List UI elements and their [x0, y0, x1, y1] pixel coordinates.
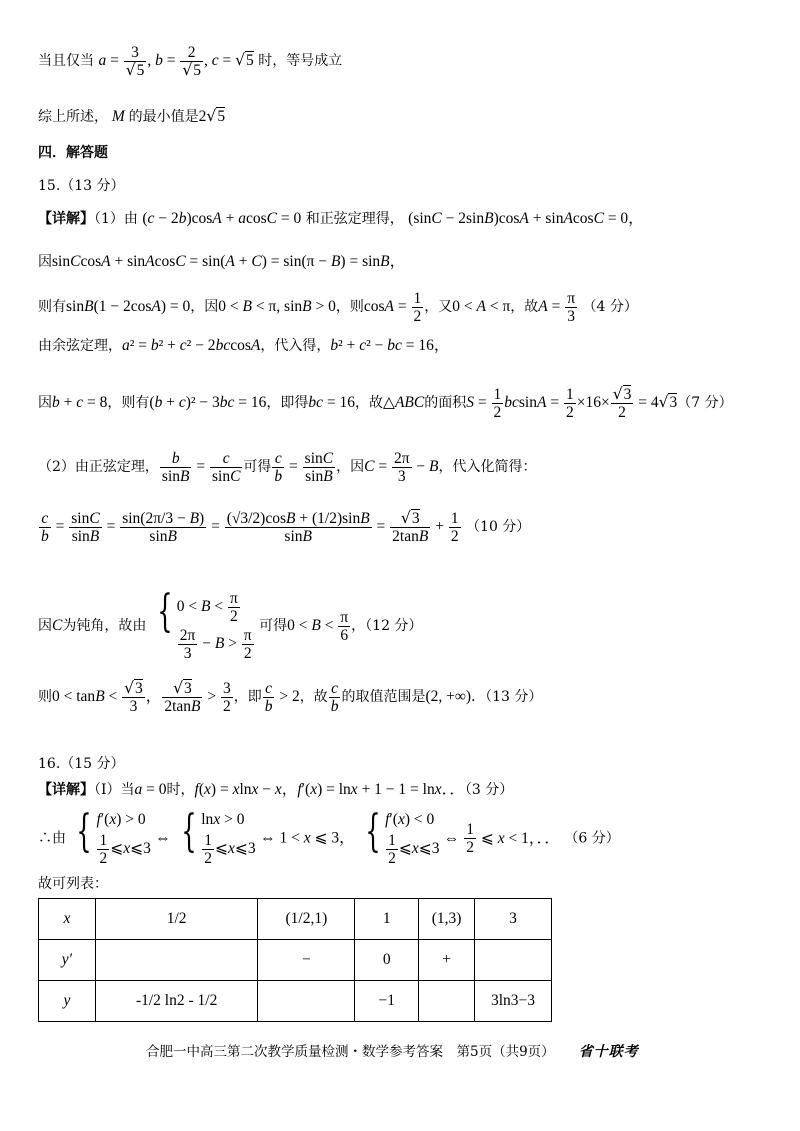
- table-cell: 3: [475, 899, 552, 940]
- table-intro: 故可列表：: [38, 876, 108, 892]
- monotonicity-table: [38, 898, 552, 1022]
- q15-part2-line-4: 则0 < tanB < $\frac{√3}{3}$ ， $\frac{√3}{2\tan B}$ > $\frac{3}{2}$ ，即 $\frac{c}{b}$ > 2，故 $\frac{c}{b}$ 的取值范围是(2, +∞)．（13 分）: [38, 679, 543, 715]
- section-heading: 四．解答题: [38, 145, 108, 161]
- q15-detail-line-2: 因sinCcosA + sinAcosC = sin(A + C) = sin(π − B) = sinB，: [38, 253, 406, 270]
- q16-detail-line-2: ∴由 { f′(x) > 0 $\frac{1}{2}$ ⩽x⩽3 ⇔ { lnx > 0 $\frac{1}{2}$ ⩽x⩽3 ⇔ 1 < x ⩽ 3， { f′(x) < 0 $\frac{1}{2}$ ⩽x⩽3 ⇔ $\frac{1}{2}$ ⩽ x < 1，．． （6 分）: [38, 806, 620, 867]
- table-cell: 1/2: [95, 899, 258, 940]
- q15-part2-line-2: $\frac{c}{b}$ = $\frac{\sin C}{\sin B}$ = $\frac{\sin(2\pi/3 - B)}{\sin B}$ = $\frac{(√3/2)\cos B + (1/2)\sin B}{\sin B}$ = $\frac{√3}{2\tan B}$ + $\frac{1}{2}$ （10 分）: [41, 509, 531, 545]
- table-cell: -1/2 ln2 - 1/2: [95, 981, 258, 1022]
- q15-part2-line-3: 因C为钝角，故由 { 0 < B < $\frac{\pi}{2}$ $\frac{2\pi}{3}$ − B > $\frac{\pi}{2}$ 可得0 < B < $\frac{\pi}{6}$ ，（12 分）: [38, 586, 423, 662]
- table-cell: y: [39, 981, 96, 1022]
- table-row: [39, 981, 552, 1022]
- table-cell: +: [419, 940, 475, 981]
- table-cell: [419, 981, 475, 1022]
- table-cell: [258, 981, 355, 1022]
- question-15-heading: 15.（13 分）: [38, 178, 125, 194]
- table-cell: −1: [355, 981, 419, 1022]
- table-cell: [95, 940, 258, 981]
- q15-detail-line-4: 由余弦定理，a² = b² + c² − 2bccosA，代入得，b² + c² − bc = 16，: [38, 337, 450, 354]
- q15-part2-line-1: （2）由正弦定理， $\frac{b}{\sin B}$ = $\frac{c}{\sin C}$ 可得 $\frac{c}{b}$ = $\frac{\sin C}{\sin B}$ ，因C = $\frac{2\pi}{3}$ − B，代入化简得：: [38, 450, 537, 485]
- q16-detail-line-1: 【详解】（Ⅰ）当a = 0时，f(x) = xlnx − x，f′(x) = lnx + 1 − 1 = lnx．．（3 分）: [38, 781, 514, 798]
- table-cell: 0: [355, 940, 419, 981]
- seal-logo: 省十联考: [578, 1044, 639, 1060]
- table-cell: [475, 940, 552, 981]
- q15-detail-line-1: 【详解】（1）由 (c − 2b)cosA + acosC = 0 和正弦定理得， (sinC − 2sinB)cosA + sinAcosC = 0，: [38, 210, 644, 227]
- question-16-heading: 16.（15 分）: [38, 756, 125, 772]
- table-cell: 1: [355, 899, 419, 940]
- table-cell: −: [258, 940, 355, 981]
- q15-detail-line-3: 则有sinB(1 − 2cosA) = 0，因0 < B < π, sinB > 0，则cosA = $\frac{1}{2}$ ，又0 < A < π，故A = $\frac{\pi}{3}$ （4 分）: [38, 290, 638, 325]
- conclusion-line: 综上所述， M 的最小值是2√5: [38, 107, 226, 125]
- table-row: [39, 940, 552, 981]
- table-cell: (1,3): [419, 899, 475, 940]
- q15-detail-line-5: 因b + c = 8，则有(b + c)² − 3bc = 16，即得bc = 16，故△ABC的面积S = $\frac{1}{2}$ bcsinA = $\frac{1}{2}$ ×16× $\frac{√3}{2}$ = 4√3（7 分）: [38, 385, 733, 421]
- table-cell: x: [39, 899, 96, 940]
- page-footer: [146, 1040, 639, 1061]
- table-cell: 3ln3−3: [475, 981, 552, 1022]
- table-cell: (1/2,1): [258, 899, 355, 940]
- footer-text: 合肥一中高三第二次教学质量检测・数学参考答案 第5页（共9页）: [146, 1044, 555, 1060]
- table-cell: y′: [39, 940, 96, 981]
- equality-condition-line: 当且仅当 a = $\frac{3}{√5}$ , b = $\frac{2}{√5}$ , c = √5 时，等号成立: [38, 44, 343, 79]
- table-row: [39, 899, 552, 940]
